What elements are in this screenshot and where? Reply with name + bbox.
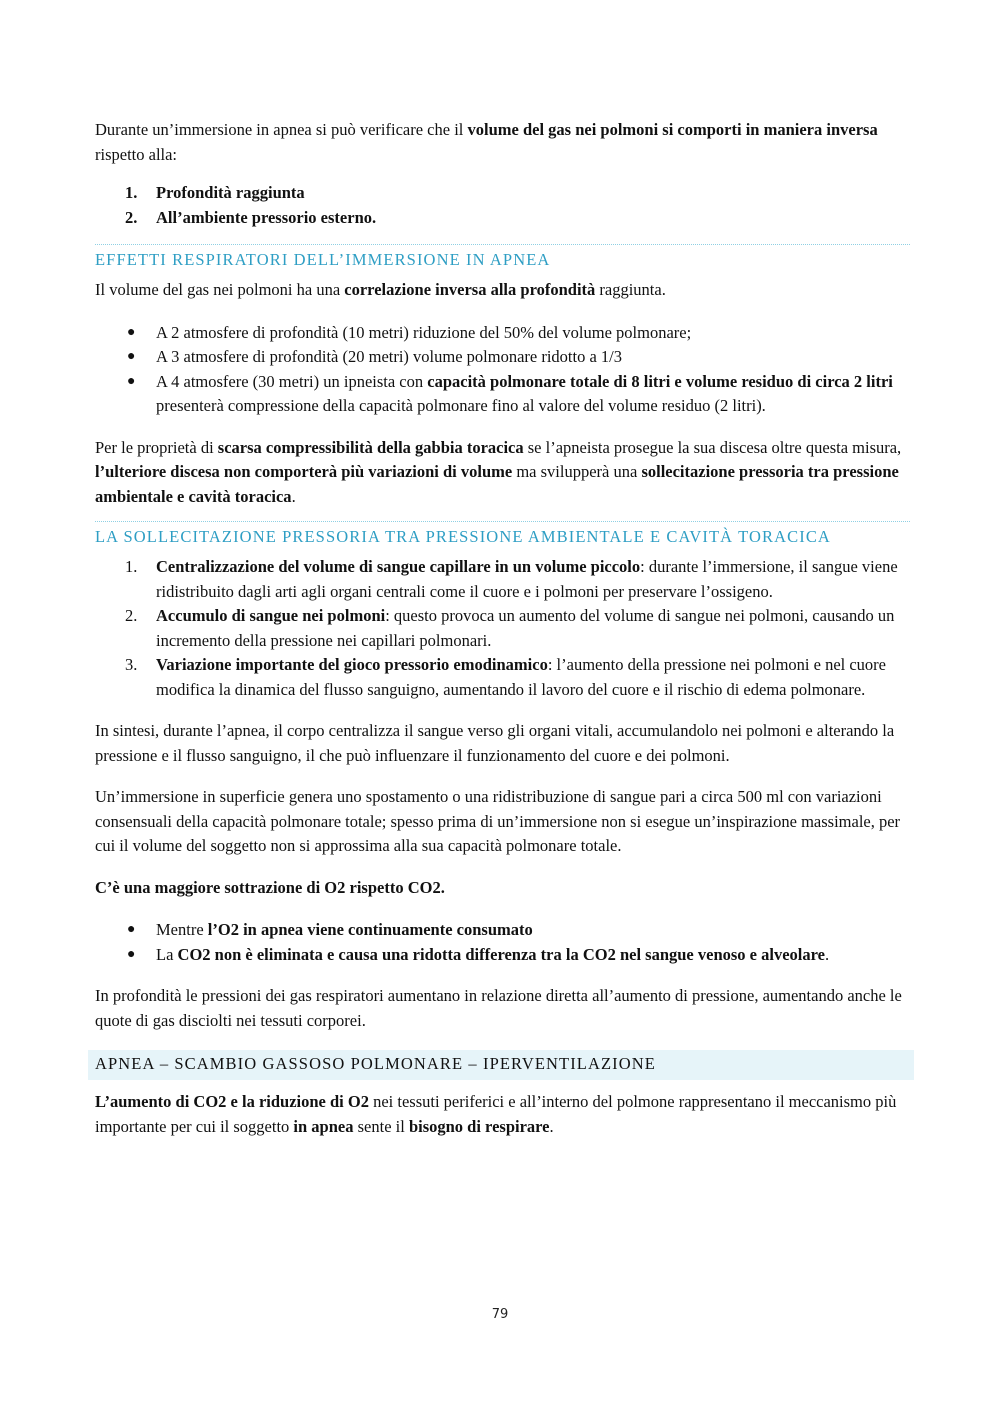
list-item: ● A 4 atmosfere (30 metri) un ipneista con capacità polmonare totale di 8 litri e volume residuo di circa 2 litri presenterà compressione della capacità polmonare fino al valore del volume residuo (2 litri).: [127, 371, 893, 415]
list-item: 1. Centralizzazione del volume di sangue capillare in un volume piccolo: durante l’immersione, il sangue viene ridistribuito dagli arti agli organi centrali come il cuore e i polmoni per preservare l’ossigeno.: [125, 557, 898, 601]
paragraph-o2-co2: C’è una maggiore sottrazione di O2 rispetto CO2.: [95, 877, 445, 897]
paragraph-volume: Il volume del gas nei polmoni ha una correlazione inversa alla profondità raggiunta.: [95, 280, 666, 299]
list-item: ● La CO2 non è eliminata e causa una ridotta differenza tra la CO2 nel sangue venoso e alveolare.: [95, 943, 910, 968]
section-heading-sollecitazione: LA SOLLECITAZIONE PRESSORIA TRA PRESSIONE AMBIENTALE E CAVITÀ TORACICA: [95, 521, 910, 547]
list-item: 1. Profondità raggiunta: [125, 183, 305, 202]
bullet-icon: ●: [127, 349, 136, 364]
paragraph-compressibilita: Per le proprietà di scarsa compressibilità della gabbia toracica se l’apneista prosegue la sua discesa oltre questa misura, l’ulteriore discesa non comporterà più variazioni di volume ma svilupperà una sollecitazione pressoria tra pressione ambientale e cavità toracica.: [95, 437, 902, 506]
bullet-icon: ●: [127, 324, 136, 340]
section-heading-apnea: APNEA – SCAMBIO GASSOSO POLMONARE – IPERVENTILAZIONE: [88, 1050, 914, 1080]
list-item: ● A 2 atmosfere di profondità (10 metri) riduzione del 50% del volume polmonare;: [95, 321, 910, 346]
list-item: ● Mentre l’O2 in apnea viene continuamente consumato: [95, 918, 910, 943]
paragraph-sintesi: In sintesi, durante l’apnea, il corpo centralizza il sangue verso gli organi vitali, accumulandolo nei polmoni e alterando la pressione e il flusso sanguigno, il che può influenzare il funzionamento del cuore e dei polmoni.: [95, 721, 895, 765]
list-item: 2. All’ambiente pressorio esterno.: [125, 207, 377, 227]
bullet-icon: ●: [127, 946, 136, 962]
paragraph-profondita: In profondità le pressioni dei gas respiratori aumentano in relazione diretta all’aumento di pressione, aumentando anche le quote di gas disciolti nei tessuti corporei.: [95, 986, 902, 1030]
section-heading-effetti: EFFETTI RESPIRATORI DELL’IMMERSIONE IN APNEA: [95, 244, 910, 270]
numbered-list-sollecitazione: [95, 555, 910, 702]
list-item: ● A 3 atmosfere di profondità (20 metri) volume polmonare ridotto a 1/3: [95, 345, 910, 370]
bullet-list-o2: [95, 918, 910, 967]
paragraph-aumento-co2: L’aumento di CO2 e la riduzione di O2 nei tessuti periferici e all’interno del polmone rappresentano il meccanismo più importante per cui il soggetto in apnea sente il bisogno di respirare.: [95, 1092, 897, 1136]
intro-paragraph: Durante un’immersione in apnea si può verificare che il volume del gas nei polmoni si comporti in maniera inversa rispetto alla:: [95, 120, 878, 164]
numbered-list-depth: [95, 181, 910, 230]
list-item: 3. Variazione importante del gioco pressorio emodinamico: l’aumento della pressione nei polmoni e nel cuore modifica la dinamica del flusso sanguigno, aumentando il lavoro del cuore e il rischio di edema polmonare.: [125, 655, 886, 699]
list-item: 2. Accumulo di sangue nei polmoni: questo provoca un aumento del volume di sangue nei polmoni, causando un incremento della pressione nei capillari polmonari.: [125, 606, 895, 650]
document-page: [95, 118, 910, 1139]
page-number: 79: [491, 1307, 509, 1322]
paragraph-superficie: Un’immersione in superficie genera uno spostamento o una ridistribuzione di sangue pari a circa 500 ml con variazioni consensuali della capacità polmonare totale; spesso prima di un’immersione non si esegue un’inspirazione massimale, per cui il volume del soggetto non si approssima alla sua capacità polmonare totale.: [95, 787, 901, 855]
bullet-list-atmosfere: [95, 321, 910, 419]
bullet-icon: ●: [127, 373, 136, 389]
bullet-icon: ●: [127, 922, 136, 937]
